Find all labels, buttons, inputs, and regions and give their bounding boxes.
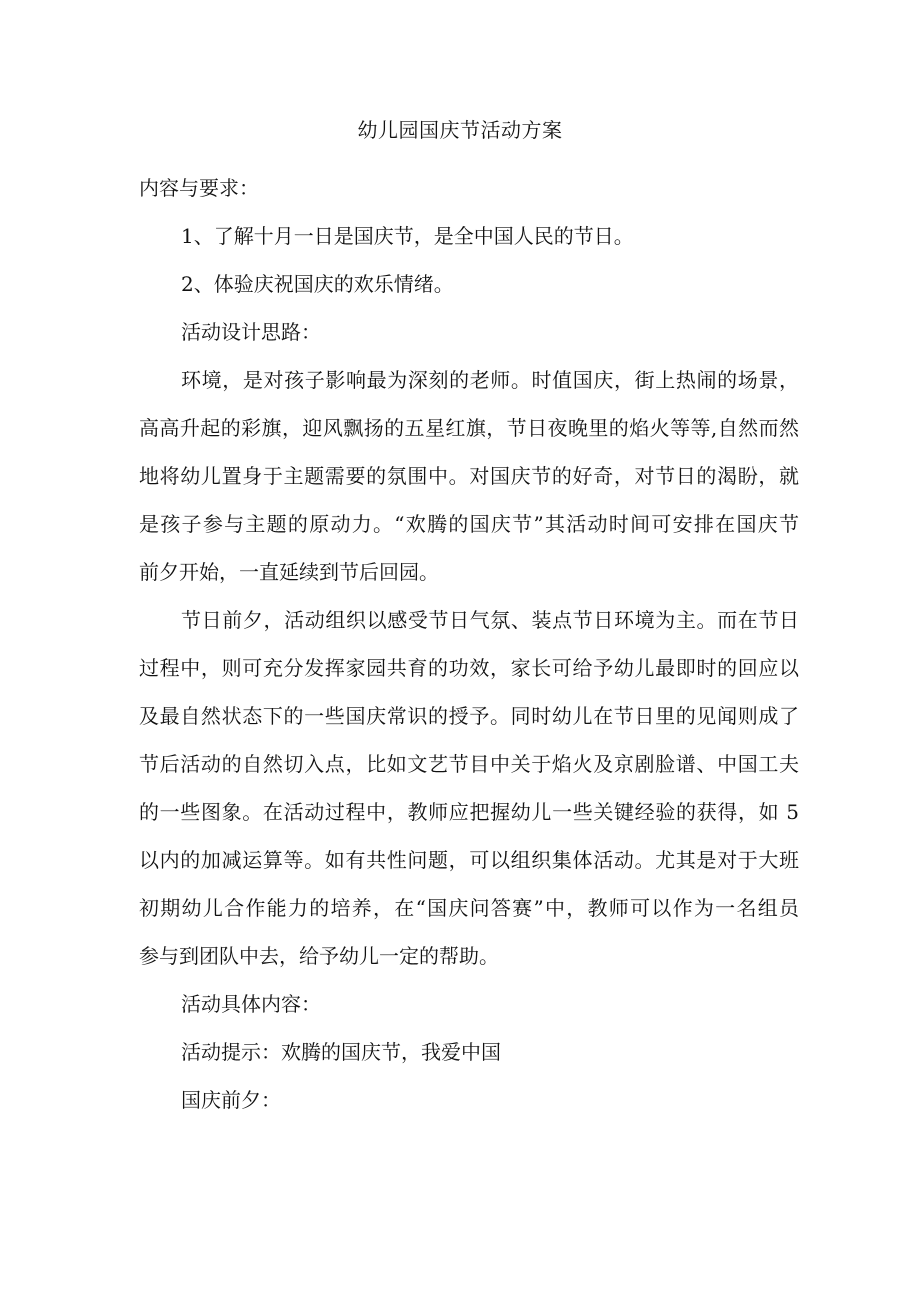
paragraph-line: 以内的加减运算等。如有共性问题，可以组织集体活动。尤其是对于大班 [139, 848, 799, 872]
paragraph-line: 过程中，则可充分发挥家园共育的功效，家长可给予幼儿最即时的回应以 [139, 656, 799, 680]
paragraph-line: 的一些图象。在活动过程中，教师应把握幼儿一些关键经验的获得，如 5 [139, 800, 799, 824]
document-title: 幼儿园国庆节活动方案 [357, 118, 563, 142]
paragraph-line: 地将幼儿置身于主题需要的氛围中。对国庆节的好奇，对节日的渴盼，就 [139, 464, 799, 488]
paragraph-line: 活动提示：欢腾的国庆节，我爱中国 [181, 1040, 501, 1064]
section-heading: 国庆前夕： [181, 1088, 281, 1112]
paragraph-line: 参与到团队中去，给予幼儿一定的帮助。 [139, 944, 499, 968]
paragraph-line: 节后活动的自然切入点，比如文艺节目中关于焰火及京剧脸谱、中国工夫 [139, 752, 799, 776]
paragraph-line: 活动设计思路： [181, 320, 321, 344]
section-heading: 活动具体内容： [181, 992, 321, 1016]
paragraph-line: 高高升起的彩旗，迎风飘扬的五星红旗，节日夜晚里的焰火等等,自然而然 [139, 416, 799, 440]
paragraph-line: 2、体验庆祝国庆的欢乐情绪。 [181, 272, 454, 296]
paragraph-line: 1、了解十月一日是国庆节，是全中国人民的节日。 [181, 224, 634, 248]
paragraph-line: 及最自然状态下的一些国庆常识的授予。同时幼儿在节日里的见闻则成了 [139, 704, 799, 728]
paragraph-line: 是孩子参与主题的原动力。“欢腾的国庆节”其活动时间可安排在国庆节 [139, 512, 799, 536]
paragraph-line: 前夕开始，一直延续到节后回园。 [139, 560, 439, 584]
paragraph-line: 环境，是对孩子影响最为深刻的老师。时值国庆，街上热闹的场景， [181, 368, 799, 392]
paragraph-line: 节日前夕，活动组织以感受节日气氛、装点节日环境为主。而在节日 [181, 608, 799, 632]
paragraph-line: 内容与要求： [139, 176, 259, 200]
paragraph-line: 初期幼儿合作能力的培养，在“国庆问答赛”中，教师可以作为一名组员 [139, 896, 799, 920]
